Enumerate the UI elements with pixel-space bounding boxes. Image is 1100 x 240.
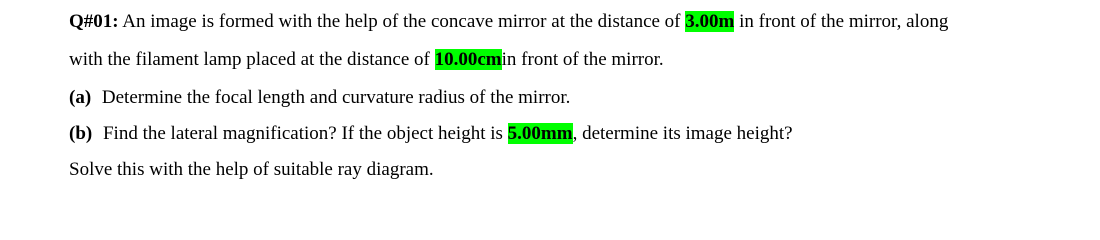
part-a-label: (a) — [69, 87, 92, 108]
highlight-image-distance: 3.00m — [685, 11, 735, 32]
question-line-2 — [69, 48, 664, 72]
highlight-object-distance: 10.00cm — [434, 49, 502, 70]
part-b-text: Find the lateral magnification? If the object height is — [98, 123, 508, 144]
closing-line — [69, 158, 434, 182]
part-b-label: (b) — [69, 123, 93, 144]
question-line-1 — [69, 10, 948, 34]
part-a-line — [69, 86, 570, 110]
question-text-2: with the filament lamp placed at the distance of — [69, 49, 435, 70]
part-a-text: Determine the focal length and curvature radius of the mirror. — [97, 87, 571, 108]
part-b-line — [69, 122, 793, 146]
question-text-2-tail: in front of the mirror. — [501, 49, 664, 70]
question-number: Q#01: — [69, 11, 119, 32]
question-text-1: An image is formed with the help of the concave mirror at the distance of — [118, 11, 686, 32]
part-b-tail: , determine its image height? — [572, 123, 793, 144]
highlight-object-height: 5.00mm — [507, 123, 573, 144]
question-text-1-tail: in front of the mirror, along — [734, 11, 949, 32]
closing-text: Solve this with the help of suitable ray diagram. — [69, 159, 434, 180]
